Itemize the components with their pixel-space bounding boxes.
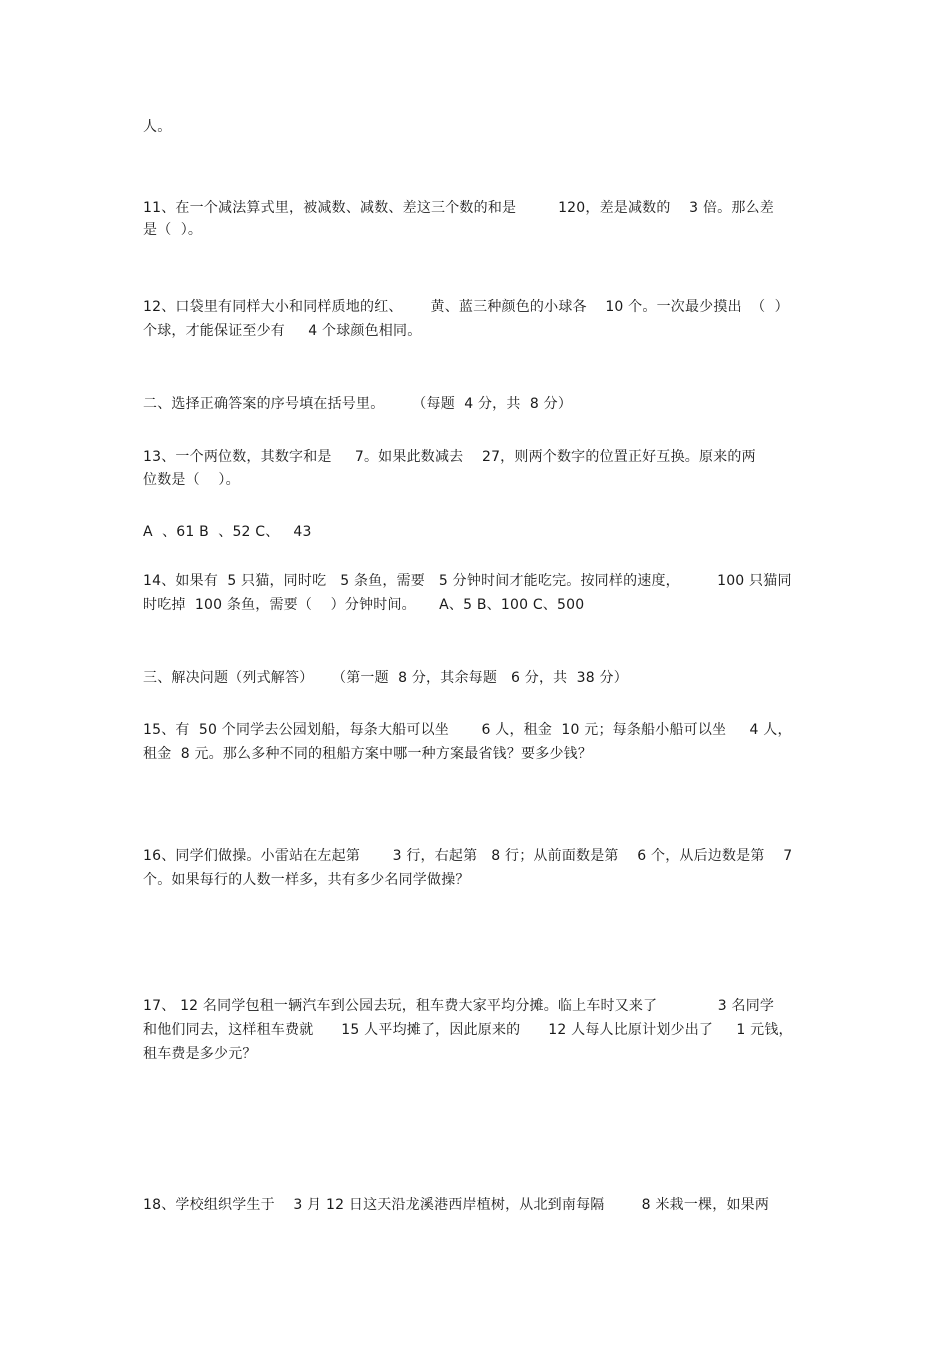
question-11-line-2: 是（ ）。 bbox=[143, 222, 203, 238]
question-13-options: A 、61 B 、52 C、 43 bbox=[143, 524, 312, 540]
section-3-heading: 三、解决问题（列式解答） （第一题 8 分，其余每题 6 分，共 38 分） bbox=[143, 670, 628, 686]
question-14-line-2: 时吃掉 100 条鱼，需要（ ）分钟时间。 A、5 B、100 C、500 bbox=[143, 597, 585, 613]
question-17-line-1: 17、 12 名同学包租一辆汽车到公园去玩，租车费大家平均分摊。临上车时又来了 3 名同学 bbox=[143, 998, 775, 1014]
question-12-line-1: 12、口袋里有同样大小和同样质地的红、 黄、蓝三种颜色的小球各 10 个。一次最少摸出 （ ） bbox=[143, 299, 789, 315]
question-16-line-1: 16、同学们做操。小雷站在左起第 3 行，右起第 8 行；从前面数是第 6 个，从后边数是第 7 bbox=[143, 848, 793, 864]
question-15-line-1: 15、有 50 个同学去公园划船，每条大船可以坐 6 人，租金 10 元；每条船小船可以坐 4 人， bbox=[143, 722, 792, 738]
question-13-line-1: 13、一个两位数，其数字和是 7。如果此数减去 27，则两个数字的位置正好互换。原来的两 bbox=[143, 449, 756, 465]
question-13-line-2: 位数是（ ）。 bbox=[143, 472, 240, 488]
question-17-line-2: 和他们同去，这样租车费就 15 人平均摊了，因此原来的 12 人每人比原计划少出了 1 元钱， bbox=[143, 1022, 793, 1038]
question-15-line-2: 租金 8 元。那么多种不同的租船方案中哪一种方案最省钱？要多少钱？ bbox=[143, 746, 593, 762]
question-18-line-1: 18、学校组织学生于 3 月 12 日这天沿龙溪港西岸植树，从北到南每隔 8 米栽一棵，如果两 bbox=[143, 1197, 770, 1213]
section-2-heading: 二、选择正确答案的序号填在括号里。 （每题 4 分，共 8 分） bbox=[143, 396, 573, 412]
question-14-line-1: 14、如果有 5 只猫，同时吃 5 条鱼，需要 5 分钟时间才能吃完。按同样的速度， 100 只猫同 bbox=[143, 573, 792, 589]
question-12-line-2: 个球，才能保证至少有 4 个球颜色相同。 bbox=[143, 323, 422, 339]
question-16-line-2: 个。如果每行的人数一样多，共有多少名同学做操？ bbox=[143, 872, 470, 888]
text-line: 人。 bbox=[143, 119, 172, 135]
question-17-line-3: 租车费是多少元？ bbox=[143, 1046, 257, 1062]
question-11-line-1: 11、在一个减法算式里，被减数、减数、差这三个数的和是 120，差是减数的 3 倍。那么差 bbox=[143, 200, 774, 216]
